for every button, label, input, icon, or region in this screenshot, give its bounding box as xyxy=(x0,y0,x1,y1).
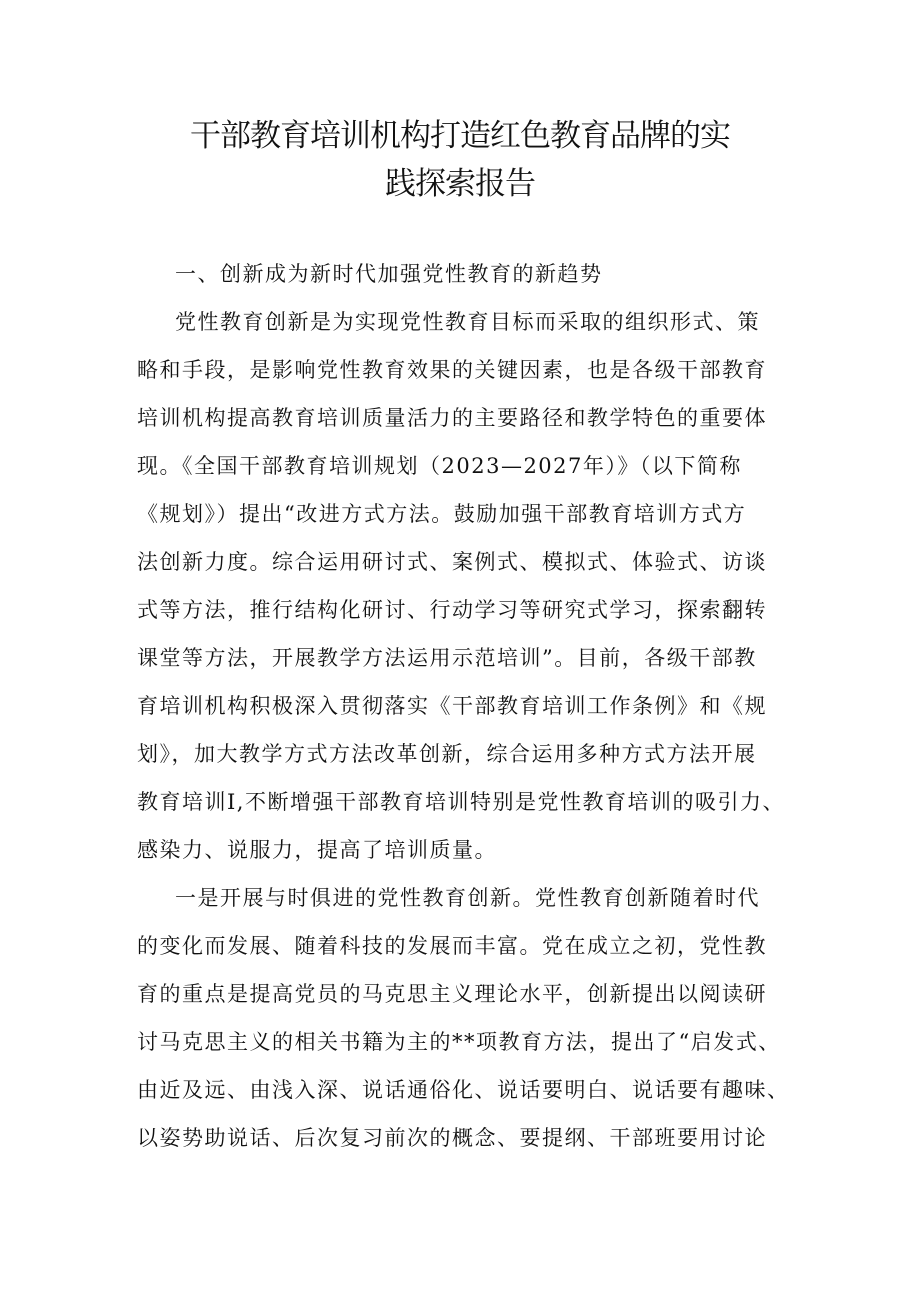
paragraph-line: 以姿势助说话、后次复习前次的概念、要提纲、干部班要用讨论 xyxy=(137,1126,767,1150)
paragraph-line: 划》，加大教学方式方法改革创新，综合运用多种方式方法开展 xyxy=(137,742,757,766)
paragraph-line: 育培训机构积极深入贯彻落实《干部教育培训工作条例》和《规 xyxy=(137,694,767,718)
section-heading: 一、创新成为新时代加强党性教育的新趋势 xyxy=(175,262,603,286)
paragraph-line: 的变化而发展、随着科技的发展而丰富。党在成立之初，党性教 xyxy=(137,934,767,958)
paragraph-line: 感染力、说服力，提高了培训质量。 xyxy=(137,838,497,862)
paragraph-line: 教育培训I,不断增强干部教育培训特别是党性教育培训的吸引力、 xyxy=(137,790,785,814)
paragraph-line: 讨马克思主义的相关书籍为主的**项教育方法，提出了“启发式、 xyxy=(137,1030,781,1054)
paragraph-line: 式等方法，推行结构化研讨、行动学习等研究式学习，探索翻转 xyxy=(137,598,767,622)
title-line: 践探索报告 xyxy=(385,166,535,202)
paragraph-line: 由近及远、由浅入深、说话通俗化、说话要明白、说话要有趣味、 xyxy=(137,1078,790,1102)
paragraph-line: 培训机构提高教育培训质量活力的主要路径和教学特色的重要体 xyxy=(137,406,767,430)
paragraph-line: 课堂等方法，开展教学方法运用示范培训”。目前，各级干部教 xyxy=(137,646,757,670)
paragraph-line: 略和手段，是影响党性教育效果的关键因素，也是各级干部教育 xyxy=(137,358,767,382)
document-body xyxy=(137,250,827,1162)
document-title xyxy=(130,112,790,208)
paragraph-line: 现。《全国干部教育培训规划（2023—2027年）》（以下简称 xyxy=(137,454,742,478)
paragraph-2 xyxy=(137,874,827,1162)
title-line: 干部教育培训机构打造红色教育品牌的实 xyxy=(190,118,730,154)
paragraph-line: 一是开展与时俱进的党性教育创新。党性教育创新随着时代 xyxy=(175,886,760,910)
paragraph-line: 《规划》）提出“改进方式方法。鼓励加强干部教育培训方式方 xyxy=(137,502,747,526)
paragraph-line: 党性教育创新是为实现党性教育目标而采取的组织形式、策 xyxy=(175,310,760,334)
paragraph-1 xyxy=(137,298,827,874)
paragraph-line: 法创新力度。综合运用研讨式、案例式、模拟式、体验式、访谈 xyxy=(137,550,767,574)
paragraph-line: 育的重点是提高党员的马克思主义理论水平，创新提出以阅读研 xyxy=(137,982,767,1006)
